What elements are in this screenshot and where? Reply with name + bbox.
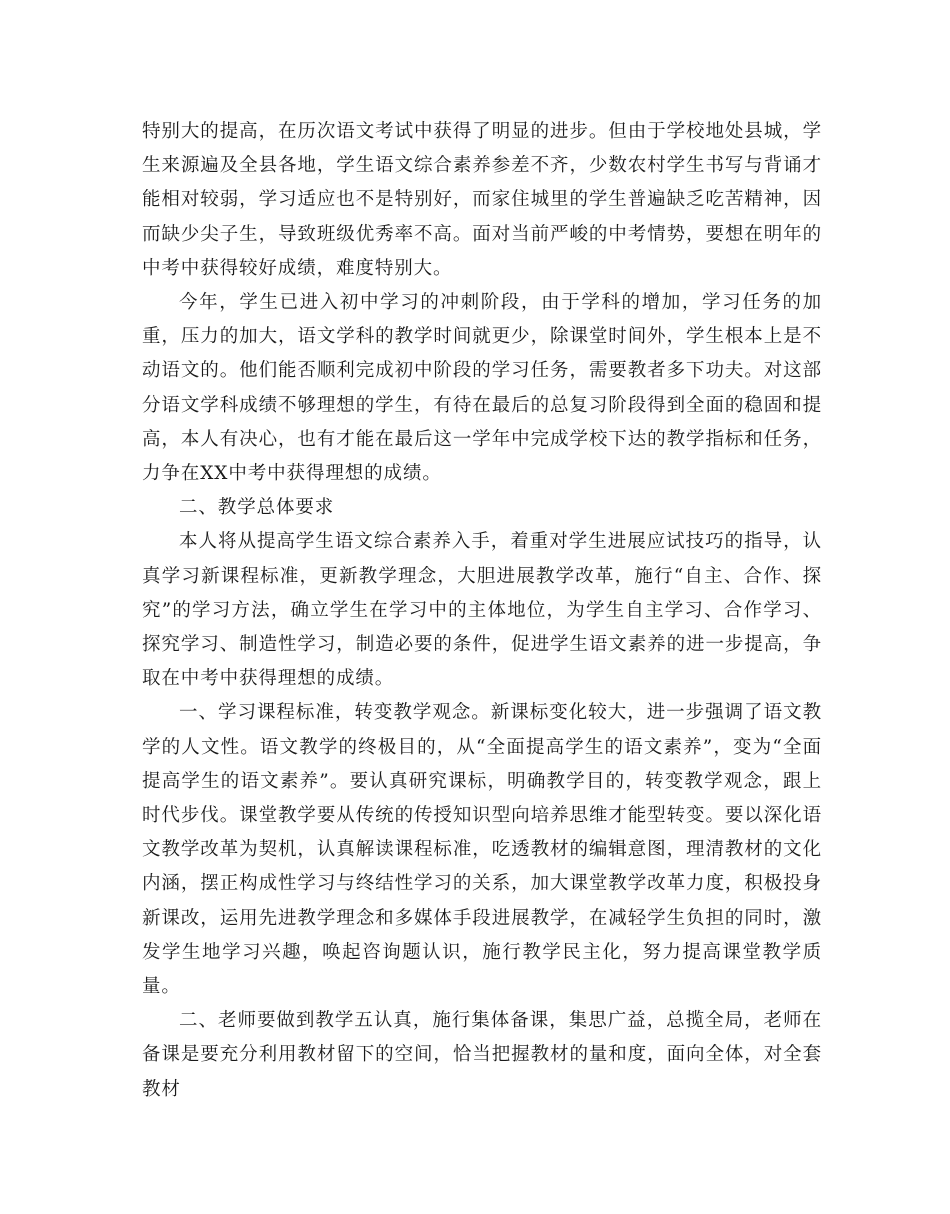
paragraph-item-one: 一、学习课程标准，转变教学观念。新课标变化较大，进一步强调了语文教学的人文性。语文教学的终极目的，从“全面提高学生的语文素养”，变为“全面提高学生的语文素养”。要认真研究课标，明确教学目的，转变教学观念，跟上时代步伐。课堂教学要从传统的传授知识型向培养思维才能型转变。要以深化语文教学改革为契机，认真解读课程标准，吃透教材的编辑意图，理清教材的文化内涵，摆正构成性学习与终结性学习的关系，加大课堂教学改革力度，积极投身新课改，运用先进教学理念和多媒体手段进展教学，在减轻学生负担的同时，激发学生地学习兴趣，唤起咨询题认识，施行教学民主化，努力提高课堂教学质量。 bbox=[142, 702, 822, 998]
paragraph-item-two: 二、老师要做到教学五认真，施行集体备课，集思广益，总揽全局，老师在备课是要充分利用教材留下的空间，恰当把握教材的量和度，面向全体，对全套教材 bbox=[142, 1010, 822, 1100]
section-heading-overall-requirements: 二、教学总体要求 bbox=[179, 497, 335, 519]
paragraph-overall-requirements: 本人将从提高学生语文综合素养入手，着重对学生进展应试技巧的指导，认真学习新课程标准，更新教学理念，大胆进展教学改革，施行“自主、合作、探究”的学习方法，确立学生在学习中的主体地位，为学生自主学习、合作学习、探究学习、制造性学习，制造必要的条件，促进学生语文素养的进一步提高，争取在中考中获得理想的成绩。 bbox=[142, 531, 822, 690]
paragraph-opening: 特别大的提高，在历次语文考试中获得了明显的进步。但由于学校地处县城，学生来源遍及全县各地，学生语文综合素养参差不齐，少数农村学生书写与背诵才能相对较弱，学习适应也不是特别好，而家住城里的学生普遍缺乏吃苦精神，因而缺少尖子生，导致班级优秀率不高。面对当前严峻的中考情势，要想在明年的中考中获得较好成绩，难度特别大。 bbox=[142, 121, 822, 279]
document-page bbox=[142, 115, 822, 1107]
paragraph-current-situation: 今年，学生已进入初中学习的冲刺阶段，由于学科的增加，学习任务的加重，压力的加大，语文学科的教学时间就更少，除课堂时间外，学生根本上是不动语文的。他们能否顺利完成初中阶段的学习任务，需要教者多下功夫。对这部分语文学科成绩不够理想的学生，有待在最后的总复习阶段得到全面的稳固和提高，本人有决心，也有才能在最后这一学年中完成学校下达的教学指标和任务，力争在XX中考中获得理想的成绩。 bbox=[142, 292, 822, 485]
